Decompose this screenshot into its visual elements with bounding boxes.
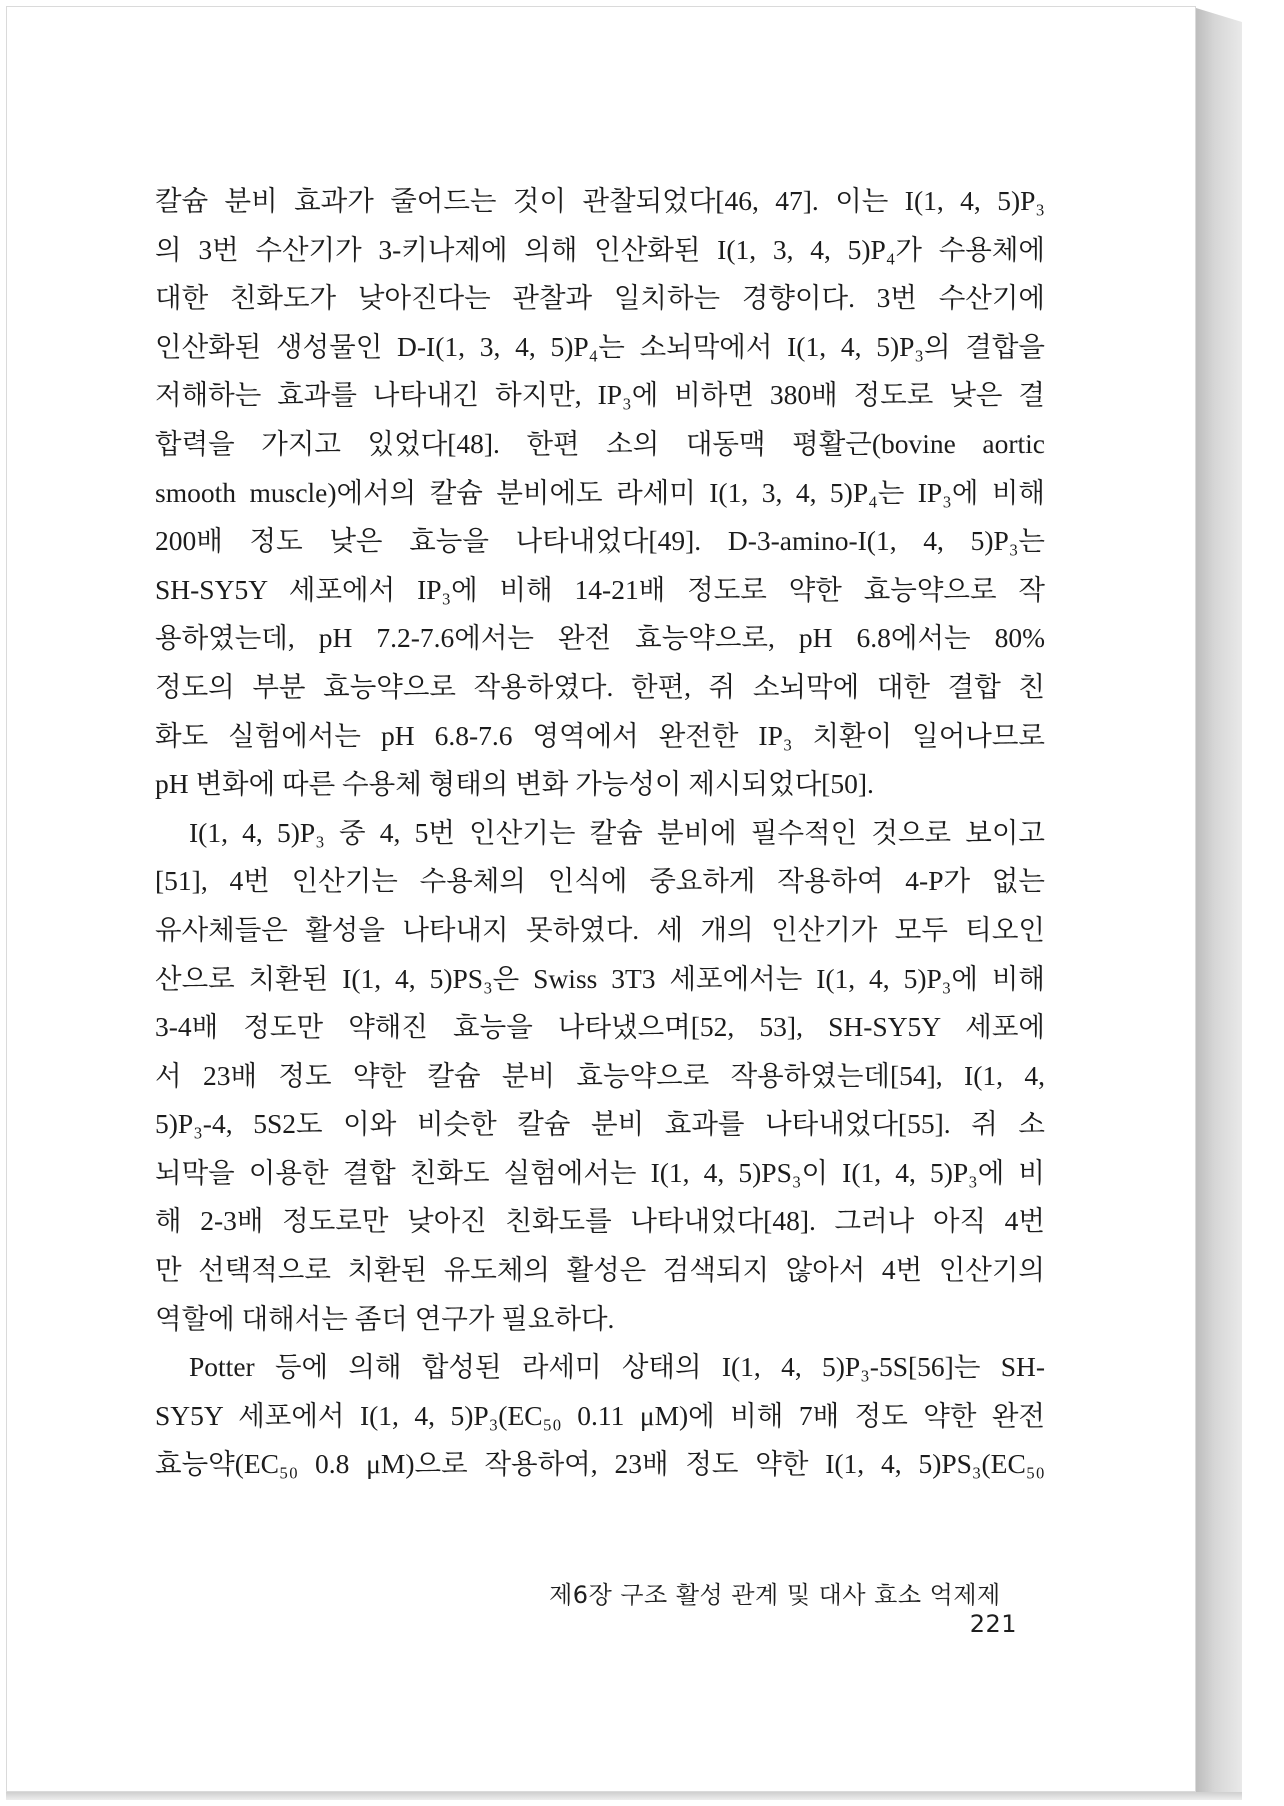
text-line: 용하였는데, pH 7.2-7.6에서는 완전 효능약으로, pH 6.8에서는 80% <box>155 622 1045 654</box>
page-edge-shadow <box>1196 8 1242 1798</box>
chapter-title: 제6장 구조 활성 관계 및 대사 효소 억제제 <box>549 1581 1001 1609</box>
text-line: SH-SY5Y 세포에서 IP₃에 비해 14-21배 정도로 약한 효능약으로 작 <box>155 573 1045 605</box>
body-text <box>155 177 1045 1489</box>
text-line: 저해하는 효과를 나타내긴 하지만, IP₃에 비하면 380배 정도로 낮은 결 <box>155 379 1045 411</box>
paragraph-3 <box>155 1343 1045 1489</box>
running-footer <box>517 1575 1017 1638</box>
text-line: pH 변화에 따른 수용체 형태의 변화 가능성이 제시되었다[50]. <box>155 768 874 800</box>
text-line: 유사체들은 활성을 나타내지 못하였다. 세 개의 인산기가 모두 티오인 <box>155 913 1045 945</box>
text-line: 합력을 가지고 있었다[48]. 한편 소의 대동맥 평활근(bovine aortic <box>155 427 1045 459</box>
text-line: 효능약(EC₅₀ 0.8 μM)으로 작용하여, 23배 정도 약한 I(1, 4, 5)PS₃(EC₅₀ <box>155 1448 1045 1480</box>
text-line: 5)P₃-4, 5S2도 이와 비슷한 칼슘 분비 효과를 나타내었다[55]. 쥐 소 <box>155 1108 1045 1140</box>
text-line: 칼슘 분비 효과가 줄어드는 것이 관찰되었다[46, 47]. 이는 I(1, 4, 5)P₃ <box>155 185 1045 216</box>
text-line: 뇌막을 이용한 결합 친화도 실험에서는 I(1, 4, 5)PS₃이 I(1, 4, 5)P₃에 비 <box>155 1156 1045 1188</box>
text-line: 3-4배 정도만 약해진 효능을 나타냈으며[52, 53], SH-SY5Y 세포에 <box>155 1011 1045 1043</box>
paragraph-1 <box>155 177 1045 809</box>
text-line: 의 3번 수산기가 3-키나제에 의해 인산화된 I(1, 3, 4, 5)P₄가 수용체에 <box>155 233 1045 265</box>
text-line: 서 23배 정도 약한 칼슘 분비 효능약으로 작용하였는데[54], I(1, 4, <box>155 1059 1045 1091</box>
text-line: 정도의 부분 효능약으로 작용하였다. 한편, 쥐 소뇌막에 대한 결합 친 <box>155 670 1045 702</box>
text-line: 200배 정도 낮은 효능을 나타내었다[49]. D-3-amino-I(1, 4, 5)P₃는 <box>155 525 1045 557</box>
text-line: 인산화된 생성물인 D-I(1, 3, 4, 5)P₄는 소뇌막에서 I(1, 4, 5)P₃의 결합을 <box>155 330 1045 362</box>
text-line: [51], 4번 인산기는 수용체의 인식에 중요하게 작용하여 4-P가 없는 <box>155 865 1045 897</box>
text-line: SY5Y 세포에서 I(1, 4, 5)P₃(EC₅₀ 0.11 μM)에 비해 7배 정도 약한 완전 <box>155 1399 1045 1431</box>
text-line: 화도 실험에서는 pH 6.8-7.6 영역에서 완전한 IP₃ 치환이 일어나므로 <box>155 719 1045 751</box>
paragraph-2 <box>155 809 1045 1344</box>
text-line: 만 선택적으로 치환된 유도체의 활성은 검색되지 않아서 4번 인산기의 <box>155 1254 1045 1286</box>
text-line: 산으로 치환된 I(1, 4, 5)PS₃은 Swiss 3T3 세포에서는 I(1, 4, 5)P₃에 비해 <box>155 962 1045 994</box>
text-line: smooth muscle)에서의 칼슘 분비에도 라세미 I(1, 3, 4, 5)P₄는 IP₃에 비해 <box>155 476 1045 508</box>
book-page <box>6 6 1196 1792</box>
text-line: I(1, 4, 5)P₃ 중 4, 5번 인산기는 칼슘 분비에 필수적인 것으로 보이고 <box>189 816 1045 848</box>
text-line: 역할에 대해서는 좀더 연구가 필요하다. <box>155 1302 615 1334</box>
text-line: 대한 친화도가 낮아진다는 관찰과 일치하는 경향이다. 3번 수산기에 <box>155 282 1045 314</box>
text-line: 해 2-3배 정도로만 낮아진 친화도를 나타내었다[48]. 그러나 아직 4번 <box>155 1205 1045 1237</box>
page-number: 221 <box>969 1610 1017 1638</box>
text-line: Potter 등에 의해 합성된 라세미 상태의 I(1, 4, 5)P₃-5S[56]는 SH- <box>189 1351 1045 1383</box>
page-bottom-edge <box>6 1792 1242 1800</box>
